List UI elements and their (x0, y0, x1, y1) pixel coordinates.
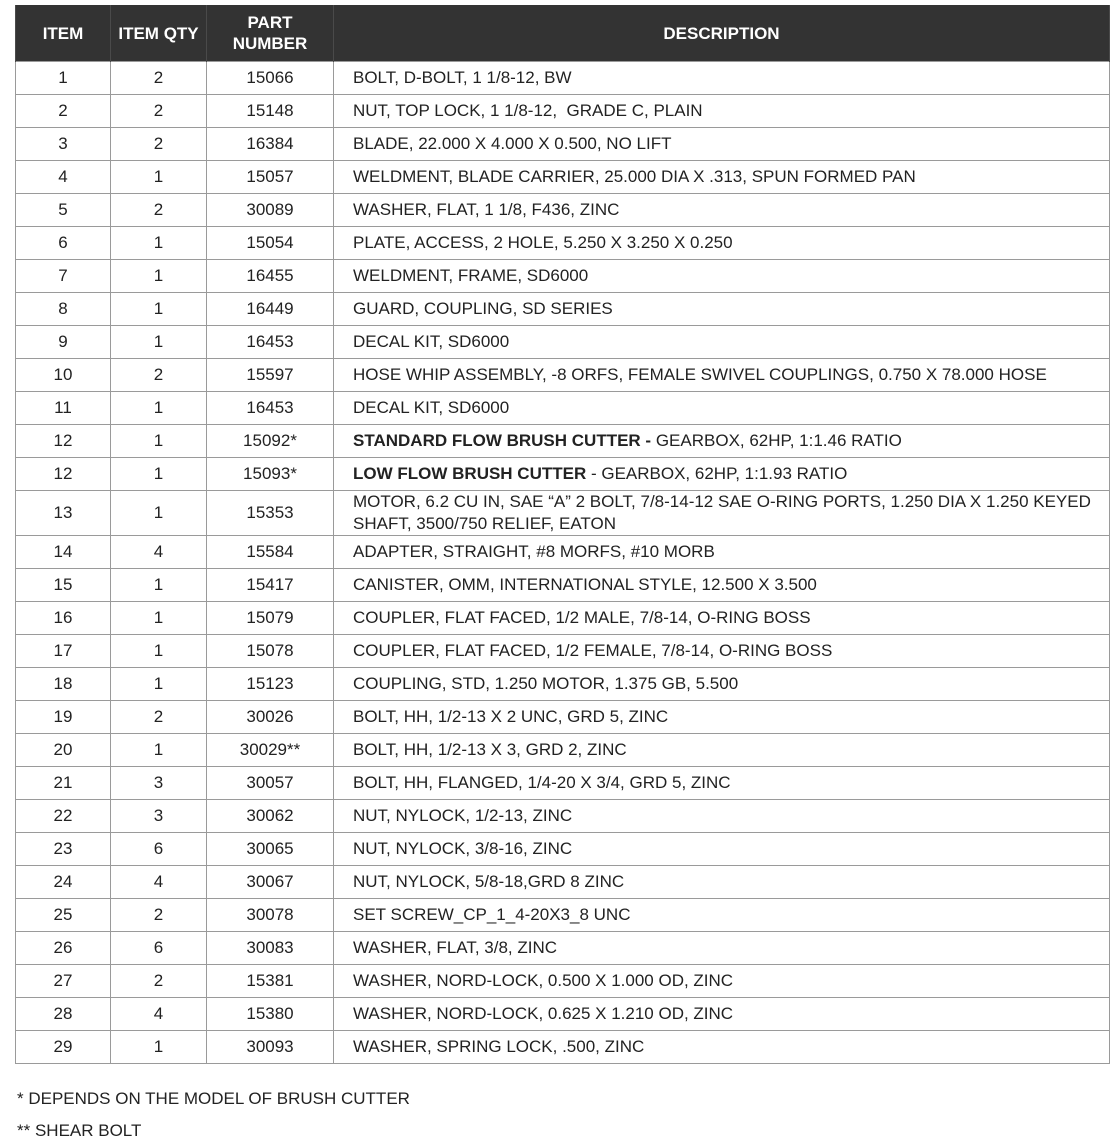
description-text: - GEARBOX, 62HP, 1:1.93 RATIO (586, 464, 848, 483)
description-text: DECAL KIT, SD6000 (353, 398, 510, 417)
description-text: NUT, TOP LOCK, 1 1/8-12, GRADE C, PLAIN (353, 101, 703, 120)
cell-item: 26 (16, 932, 111, 965)
description-text: COUPLER, FLAT FACED, 1/2 FEMALE, 7/8-14, O-RING BOSS (353, 641, 833, 660)
description-text: BOLT, HH, 1/2-13 X 3, GRD 2, ZINC (353, 740, 627, 759)
cell-qty: 2 (111, 95, 207, 128)
description-text: HOSE WHIP ASSEMBLY, -8 ORFS, FEMALE SWIVEL COUPLINGS, 0.750 X 78.000 HOSE (353, 365, 1047, 384)
cell-qty: 2 (111, 899, 207, 932)
cell-item: 24 (16, 866, 111, 899)
description-text: PLATE, ACCESS, 2 HOLE, 5.250 X 3.250 X 0.250 (353, 233, 733, 252)
description-text: WASHER, NORD-LOCK, 0.625 X 1.210 OD, ZINC (353, 1004, 734, 1023)
description-text: NUT, NYLOCK, 1/2-13, ZINC (353, 806, 573, 825)
description-text: BOLT, HH, 1/2-13 X 2 UNC, GRD 5, ZINC (353, 707, 669, 726)
cell-part-number: 15353 (207, 491, 334, 536)
parts-table (15, 5, 1110, 1064)
cell-qty: 1 (111, 293, 207, 326)
cell-item: 12 (16, 458, 111, 491)
description-text: COUPLING, STD, 1.250 MOTOR, 1.375 GB, 5.500 (353, 674, 739, 693)
table-row (16, 833, 1110, 866)
table-row (16, 998, 1110, 1031)
cell-part-number: 15584 (207, 536, 334, 569)
table-row (16, 227, 1110, 260)
cell-description (334, 293, 1110, 326)
description-bold-text: LOW FLOW BRUSH CUTTER (353, 464, 587, 483)
cell-part-number: 16453 (207, 326, 334, 359)
cell-part-number: 16455 (207, 260, 334, 293)
description-text: WASHER, NORD-LOCK, 0.500 X 1.000 OD, ZINC (353, 971, 734, 990)
cell-qty: 1 (111, 326, 207, 359)
cell-item: 16 (16, 602, 111, 635)
cell-description (334, 536, 1110, 569)
cell-part-number: 15597 (207, 359, 334, 392)
cell-part-number: 30057 (207, 767, 334, 800)
cell-qty: 1 (111, 458, 207, 491)
cell-description (334, 965, 1110, 998)
cell-qty: 1 (111, 668, 207, 701)
cell-item: 1 (16, 62, 111, 95)
table-row (16, 932, 1110, 965)
cell-item: 6 (16, 227, 111, 260)
cell-description (334, 833, 1110, 866)
header-description: DESCRIPTION (334, 5, 1110, 62)
cell-qty: 1 (111, 569, 207, 602)
cell-part-number: 15078 (207, 635, 334, 668)
cell-description (334, 767, 1110, 800)
cell-description (334, 800, 1110, 833)
cell-qty: 1 (111, 602, 207, 635)
cell-part-number: 16384 (207, 128, 334, 161)
cell-qty: 1 (111, 227, 207, 260)
table-row (16, 602, 1110, 635)
cell-item: 11 (16, 392, 111, 425)
description-text: BOLT, HH, FLANGED, 1/4-20 X 3/4, GRD 5, ZINC (353, 773, 731, 792)
cell-item: 27 (16, 965, 111, 998)
cell-item: 15 (16, 569, 111, 602)
cell-qty: 4 (111, 866, 207, 899)
cell-part-number: 15057 (207, 161, 334, 194)
cell-description (334, 635, 1110, 668)
cell-qty: 1 (111, 491, 207, 536)
cell-part-number: 30078 (207, 899, 334, 932)
table-row (16, 359, 1110, 392)
cell-description (334, 569, 1110, 602)
cell-description (334, 194, 1110, 227)
cell-description (334, 95, 1110, 128)
table-header-row (16, 5, 1110, 62)
cell-qty: 2 (111, 965, 207, 998)
description-text: MOTOR, 6.2 CU IN, SAE “A” 2 BOLT, 7/8-14-12 SAE O-RING PORTS, 1.250 DIA X 1.250 KEYED SHAFT, 3500/750 RELIEF, EATON (353, 492, 1096, 533)
cell-item: 29 (16, 1031, 111, 1064)
cell-item: 23 (16, 833, 111, 866)
cell-part-number: 30089 (207, 194, 334, 227)
cell-item: 4 (16, 161, 111, 194)
cell-qty: 2 (111, 128, 207, 161)
cell-description (334, 227, 1110, 260)
cell-part-number: 30067 (207, 866, 334, 899)
cell-item: 3 (16, 128, 111, 161)
cell-description (334, 602, 1110, 635)
cell-item: 17 (16, 635, 111, 668)
description-text: WASHER, FLAT, 1 1/8, F436, ZINC (353, 200, 620, 219)
cell-description (334, 392, 1110, 425)
cell-part-number: 30029** (207, 734, 334, 767)
cell-description (334, 668, 1110, 701)
cell-part-number: 30065 (207, 833, 334, 866)
cell-item: 18 (16, 668, 111, 701)
cell-description (334, 701, 1110, 734)
table-row (16, 425, 1110, 458)
cell-description (334, 491, 1110, 536)
cell-qty: 1 (111, 635, 207, 668)
cell-description (334, 899, 1110, 932)
description-text: BLADE, 22.000 X 4.000 X 0.500, NO LIFT (353, 134, 672, 153)
cell-part-number: 16453 (207, 392, 334, 425)
description-text: GEARBOX, 62HP, 1:1.46 RATIO (651, 431, 902, 450)
cell-qty: 6 (111, 932, 207, 965)
description-text: NUT, NYLOCK, 5/8-18,GRD 8 ZINC (353, 872, 625, 891)
cell-description (334, 161, 1110, 194)
description-text: BOLT, D-BOLT, 1 1/8-12, BW (353, 68, 572, 87)
table-row (16, 458, 1110, 491)
description-text: WELDMENT, FRAME, SD6000 (353, 266, 589, 285)
cell-qty: 1 (111, 161, 207, 194)
table-row (16, 569, 1110, 602)
cell-part-number: 15054 (207, 227, 334, 260)
cell-item: 28 (16, 998, 111, 1031)
cell-part-number: 15093* (207, 458, 334, 491)
cell-item: 22 (16, 800, 111, 833)
cell-description (334, 998, 1110, 1031)
cell-qty: 1 (111, 1031, 207, 1064)
table-row (16, 95, 1110, 128)
description-bold-text: STANDARD FLOW BRUSH CUTTER - (353, 431, 652, 450)
description-text: NUT, NYLOCK, 3/8-16, ZINC (353, 839, 573, 858)
cell-part-number: 15380 (207, 998, 334, 1031)
description-text: SET SCREW_CP_1_4-20X3_8 UNC (353, 905, 631, 924)
cell-item: 21 (16, 767, 111, 800)
cell-description (334, 932, 1110, 965)
cell-part-number: 30083 (207, 932, 334, 965)
table-row (16, 392, 1110, 425)
cell-item: 13 (16, 491, 111, 536)
cell-item: 9 (16, 326, 111, 359)
cell-description (334, 1031, 1110, 1064)
table-row (16, 734, 1110, 767)
cell-qty: 2 (111, 359, 207, 392)
cell-qty: 2 (111, 194, 207, 227)
header-item-qty: ITEM QTY (111, 5, 207, 62)
cell-part-number: 30093 (207, 1031, 334, 1064)
table-row (16, 1031, 1110, 1064)
cell-description (334, 866, 1110, 899)
table-row (16, 866, 1110, 899)
cell-item: 2 (16, 95, 111, 128)
cell-description (334, 128, 1110, 161)
cell-part-number: 15381 (207, 965, 334, 998)
table-row (16, 767, 1110, 800)
cell-qty: 3 (111, 800, 207, 833)
cell-description (334, 734, 1110, 767)
cell-item: 12 (16, 425, 111, 458)
cell-item: 10 (16, 359, 111, 392)
cell-qty: 1 (111, 260, 207, 293)
header-item: ITEM (16, 5, 111, 62)
header-part-number (207, 5, 334, 62)
cell-qty: 1 (111, 425, 207, 458)
description-text: CANISTER, OMM, INTERNATIONAL STYLE, 12.500 X 3.500 (353, 575, 817, 594)
cell-item: 7 (16, 260, 111, 293)
cell-description (334, 326, 1110, 359)
table-row (16, 326, 1110, 359)
table-row (16, 899, 1110, 932)
cell-description (334, 458, 1110, 491)
cell-part-number: 15079 (207, 602, 334, 635)
table-row (16, 128, 1110, 161)
description-text: COUPLER, FLAT FACED, 1/2 MALE, 7/8-14, O-RING BOSS (353, 608, 811, 627)
cell-qty: 4 (111, 998, 207, 1031)
cell-description (334, 425, 1110, 458)
cell-description (334, 260, 1110, 293)
description-text: WASHER, FLAT, 3/8, ZINC (353, 938, 558, 957)
description-text: GUARD, COUPLING, SD SERIES (353, 299, 613, 318)
table-row (16, 668, 1110, 701)
cell-description (334, 359, 1110, 392)
cell-part-number: 15066 (207, 62, 334, 95)
cell-item: 19 (16, 701, 111, 734)
table-row (16, 701, 1110, 734)
cell-item: 8 (16, 293, 111, 326)
cell-item: 25 (16, 899, 111, 932)
cell-part-number: 15148 (207, 95, 334, 128)
cell-item: 5 (16, 194, 111, 227)
cell-part-number: 15123 (207, 668, 334, 701)
description-text: WASHER, SPRING LOCK, .500, ZINC (353, 1037, 645, 1056)
table-row (16, 800, 1110, 833)
cell-qty: 1 (111, 392, 207, 425)
table-body (16, 62, 1110, 1064)
cell-part-number: 15417 (207, 569, 334, 602)
description-text: WELDMENT, BLADE CARRIER, 25.000 DIA X .313, SPUN FORMED PAN (353, 167, 916, 186)
cell-part-number: 30026 (207, 701, 334, 734)
cell-qty: 4 (111, 536, 207, 569)
table-row (16, 536, 1110, 569)
header-part-number-line1: PART (247, 13, 293, 32)
description-text: ADAPTER, STRAIGHT, #8 MORFS, #10 MORB (353, 542, 715, 561)
table-row (16, 293, 1110, 326)
cell-qty: 2 (111, 62, 207, 95)
cell-description (334, 62, 1110, 95)
table-row (16, 491, 1110, 536)
table-row (16, 62, 1110, 95)
cell-item: 14 (16, 536, 111, 569)
footnote-shear-bolt: ** SHEAR BOLT (17, 1121, 142, 1140)
cell-part-number: 15092* (207, 425, 334, 458)
table-row (16, 635, 1110, 668)
table-row (16, 965, 1110, 998)
table-row (16, 161, 1110, 194)
cell-part-number: 30062 (207, 800, 334, 833)
description-text: DECAL KIT, SD6000 (353, 332, 510, 351)
cell-item: 20 (16, 734, 111, 767)
footnote-depends-on-model: * DEPENDS ON THE MODEL OF BRUSH CUTTER (17, 1089, 410, 1108)
cell-qty: 6 (111, 833, 207, 866)
cell-qty: 1 (111, 734, 207, 767)
cell-part-number: 16449 (207, 293, 334, 326)
cell-qty: 3 (111, 767, 207, 800)
table-row (16, 194, 1110, 227)
cell-qty: 2 (111, 701, 207, 734)
table-row (16, 260, 1110, 293)
header-part-number-line2: NUMBER (232, 34, 308, 53)
